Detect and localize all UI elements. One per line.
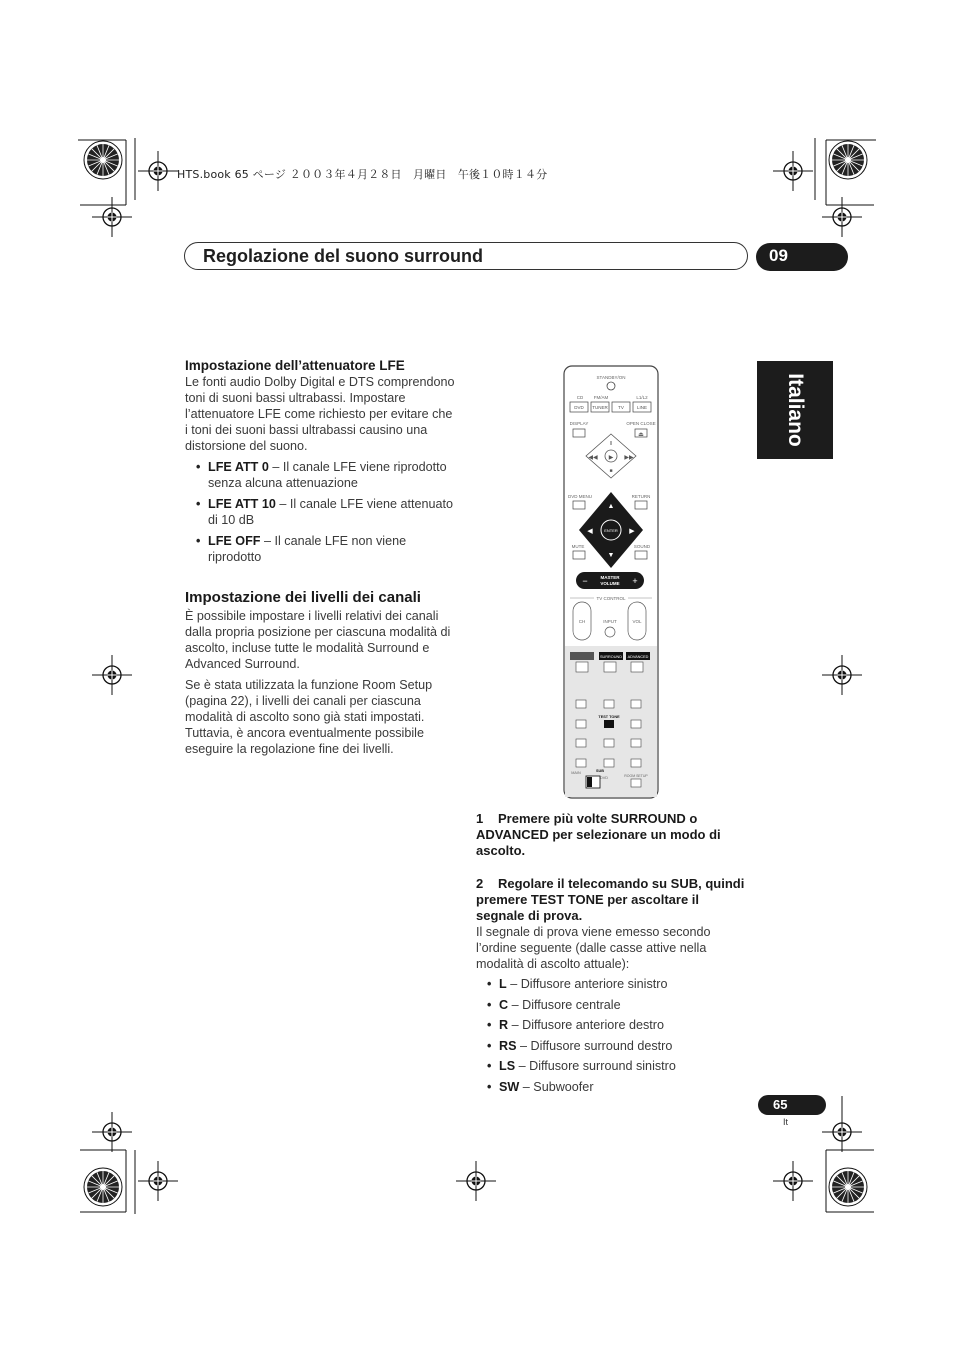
chapter-number: 09	[769, 246, 788, 265]
page-number: 65	[773, 1097, 788, 1112]
section-title-bar	[184, 242, 748, 270]
ch-label: CH	[578, 619, 586, 624]
main-label: MAIN	[571, 771, 581, 775]
down-arrow-icon: ▼	[607, 552, 615, 559]
return-label: RETURN	[631, 494, 651, 499]
language-tab	[757, 361, 833, 459]
list-item: • R – Diffusore anteriore destro	[476, 1018, 748, 1034]
right-arrow-icon: ▶	[629, 528, 635, 535]
room-setup-label: ROOM SETUP	[624, 774, 648, 778]
page-number-badge	[758, 1095, 826, 1115]
test-tone-label: TEST TONE	[598, 715, 620, 719]
right-column	[476, 811, 748, 1101]
list-item: • LFE ATT 10 – Il canale LFE viene attenuato di 10 dB	[185, 496, 457, 528]
stop-icon: ■	[609, 468, 613, 474]
forward-icon: ▶▶	[624, 455, 634, 461]
plus-icon: +	[632, 576, 638, 586]
remote-control-illustration	[556, 362, 660, 802]
speaker-order-list	[476, 977, 748, 1096]
lfe-heading: Impostazione dell’attenuatore LFE	[185, 358, 405, 373]
pause-icon: II	[609, 441, 613, 447]
sound-label: SOUND	[633, 544, 651, 549]
list-item: • L – Diffusore anteriore sinistro	[476, 977, 748, 993]
remote-standby-label: STANDBY/ON	[596, 375, 626, 380]
master-volume-label: MASTER	[600, 575, 620, 580]
tv-control-label: TV CONTROL	[596, 596, 626, 601]
remote-source-button: TV	[618, 405, 624, 410]
list-item: • LS – Diffusore surround sinistro	[476, 1059, 748, 1075]
play-icon: ▶	[608, 455, 614, 461]
advanced-label: ADVANCED	[627, 655, 649, 659]
list-item: • SW – Subwoofer	[476, 1080, 748, 1096]
remote-source-button: LINE	[636, 405, 648, 410]
left-arrow-icon: ◀	[587, 528, 593, 535]
minus-icon: −	[582, 576, 588, 586]
channel-levels-body-1: È possibile impostare i livelli relativi dei canali dalla propria posizione per ciascuna modalità di ascolto, incluse tutte le modalità Surround e Advanced Surround.	[185, 609, 451, 671]
chapter-badge	[756, 243, 848, 271]
list-item: • RS – Diffusore surround destro	[476, 1039, 748, 1055]
remote-source-button: DVD	[574, 405, 584, 410]
dvd-menu-label: DVD MENU	[567, 494, 593, 499]
remote-display-label: DISPLAY	[569, 421, 589, 426]
remote-top-label: L1/L2	[636, 395, 648, 400]
rewind-icon: ◀◀	[588, 455, 598, 461]
master-volume-label: VOLUME	[600, 581, 620, 586]
print-header: HTS.book 65 ページ ２００３年４月２８日 月曜日 午後１０時１４分	[177, 168, 548, 181]
lfe-options-list	[185, 459, 457, 565]
step-2: 2 Regolare il telecomando su SUB, quindi premere TEST TONE per ascoltare il segnale di prova.	[476, 876, 745, 923]
dvd-switch-label: DVD	[599, 776, 609, 780]
enter-label: ENTER	[604, 528, 618, 533]
vol-label: VOL	[632, 619, 642, 624]
step-2-body: Il segnale di prova viene emesso secondo l’ordine seguente (dalle casse attive nella modalità di ascolto attuale):	[476, 925, 711, 971]
sub-label: SUB	[595, 769, 605, 773]
up-arrow-icon: ▲	[607, 503, 615, 510]
channel-levels-body-2: Se è stata utilizzata la funzione Room Setup (pagina 22), i livelli dei canali per ciascuna modalità di ascolto sono già stati impostati. Tuttavia, è ancora eventualmente possibile eseguire la regolazione fine dei livelli.	[185, 678, 433, 756]
remote-source-button: TUNER	[592, 405, 608, 410]
input-label: INPUT	[603, 619, 617, 624]
language-label: Italiano	[784, 373, 807, 447]
lfe-body: Le fonti audio Dolby Digital e DTS comprendono toni di suoni bassi ultrabassi. Impostare l’attenuatore LFE come richiesto per evitare che i toni dei suoni bassi ultrabassi causino una distorsione del suono.	[185, 375, 455, 453]
section-title: Regolazione del suono surround	[203, 246, 484, 266]
list-item: • LFE OFF – Il canale LFE non viene riprodotto	[185, 533, 457, 565]
remote-top-label: FM/AM	[593, 395, 609, 400]
language-code: It	[783, 1117, 789, 1127]
list-item: • LFE ATT 0 – Il canale LFE viene riprodotto senza alcuna attenuazione	[185, 459, 457, 491]
left-column	[185, 357, 457, 761]
list-item: • C – Diffusore centrale	[476, 998, 748, 1014]
remote-open-close-label: OPEN CLOSE	[626, 421, 656, 426]
remote-top-label: CD	[576, 395, 584, 400]
mute-label: MUTE	[571, 544, 585, 549]
surround-label: SURROUND	[600, 655, 622, 659]
step-1: 1 Premere più volte SURROUND o ADVANCED per selezionare un modo di ascolto.	[476, 811, 721, 858]
eject-icon: ⏏	[638, 432, 644, 438]
channel-levels-heading: Impostazione dei livelli dei canali	[185, 589, 421, 606]
